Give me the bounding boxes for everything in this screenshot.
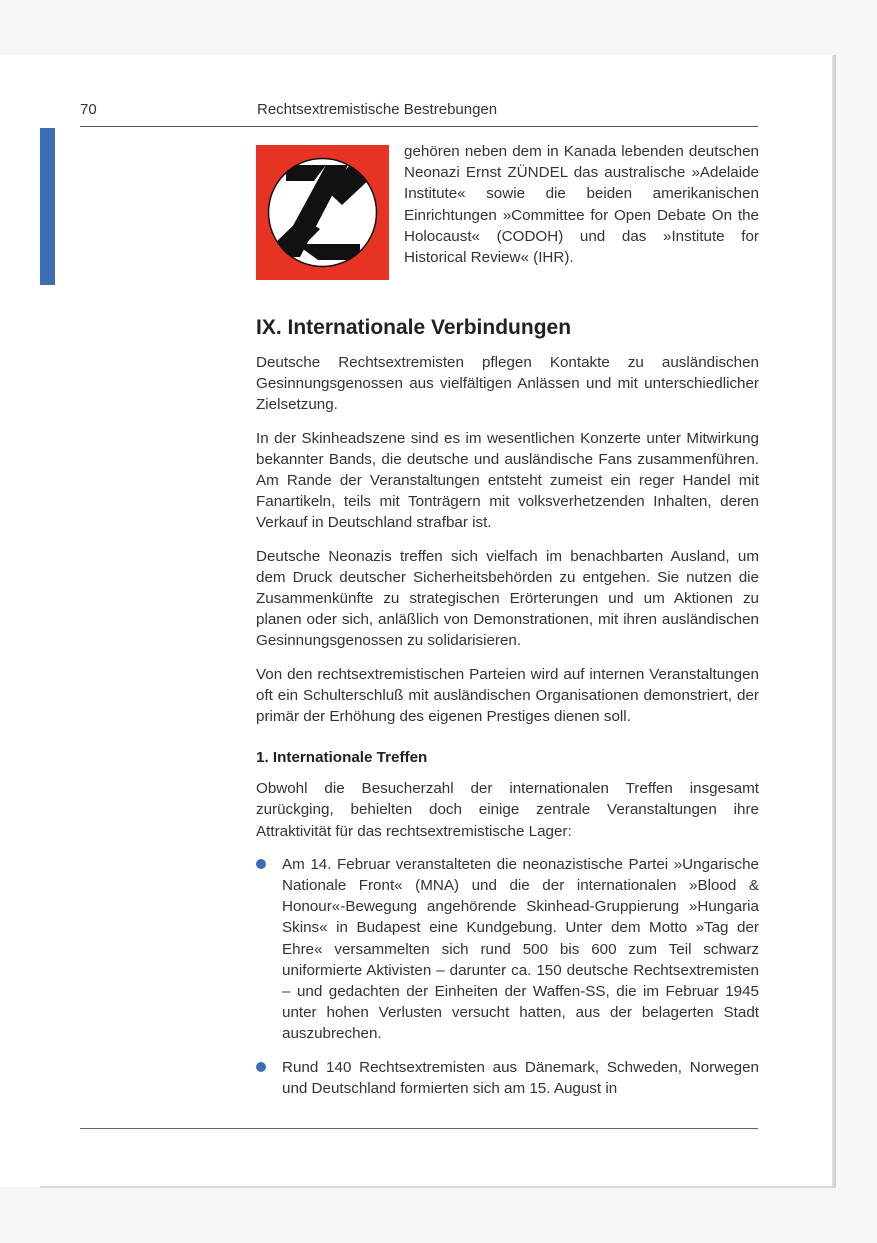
section-title: IX. Internationale Verbindungen xyxy=(256,316,572,339)
bullet-dot-icon xyxy=(256,859,266,869)
bullet-text: Am 14. Februar veranstalteten die neonazistische Partei »Ungarische Nationale Front« (MNA) und die der internationalen »Blood & Honour«-Bewegung angehörende Skinhead-Gruppierung »Hungaria Skins« in Budapest eine Kundgebung. Unter dem Motto »Tag der Ehre« versammelten sich rund 500 bis 600 zum Teil schwarz uniformierte Aktivisten – darunter ca. 150 deutsche Rechtsextremisten – und gedachten der Einheiten der Waffen-SS, die im Februar 1945 unter hohen Verlusten versucht hatten, aus der belagerten Stadt auszubrechen. xyxy=(282,855,759,1043)
main-content xyxy=(256,314,759,1111)
bullet-dot-icon xyxy=(256,1062,266,1072)
wolfsangel-emblem-icon xyxy=(256,145,389,280)
bullet-item xyxy=(256,854,759,1045)
header-divider xyxy=(80,126,758,127)
subsection-paragraph: Obwohl die Besucherzahl der internationalen Treffen insgesamt zurückging, behielten doch einige zentrale Veranstaltungen ihre Attraktivität für das rechtsextremistische Lager: xyxy=(256,780,759,840)
running-title: Rechtsextremistische Bestrebungen xyxy=(257,101,498,118)
bullet-text: Rund 140 Rechtsextremisten aus Dänemark, Schweden, Norwegen und Deutschland formierten sich am 15. August in xyxy=(282,1058,759,1097)
section-paragraph-1: Deutsche Rechtsextremisten pflegen Kontakte zu ausländischen Gesinnungsgenossen aus vielfältigen Anlässen und mit unterschiedlicher Zielsetzung. xyxy=(256,354,759,414)
page-bottom-edge xyxy=(40,1186,836,1188)
section-paragraph-2: In der Skinheadszene sind es im wesentlichen Konzerte unter Mitwirkung bekannter Bands, die deutsche und ausländische Fans zusammenführen. Am Rande der Veranstaltungen entsteht zumeist ein reger Handel mit Fanartikeln, teils mit Tonträgern mit volksverhetzenden Inhalten, deren Verkauf in Deutschland strafbar ist. xyxy=(256,429,759,532)
section-paragraph-4: Von den rechtsextremistischen Parteien wird auf internen Veranstaltungen oft ein Schulterschluß mit ausländischen Organisationen demonstriert, der primär der Erhöhung des eigenen Prestiges dienen soll. xyxy=(256,665,759,726)
subsection-title: 1. Internationale Treffen xyxy=(256,749,428,767)
section-paragraph-3: Deutsche Neonazis treffen sich vielfach im benachbarten Ausland, um dem Druck deutscher Sicherheitsbehörden zu entgehen. Sie nutzen die Zusammenkünfte zu strategischen Erörterungen und um Aktionen zu planen oder sich, anläßlich von Demonstrationen, mit ihren ausländischen Gesinnungsgenossen zu solidarisieren. xyxy=(256,547,759,650)
bullet-list xyxy=(256,854,759,1099)
page-edge-shadow xyxy=(832,55,836,1187)
bullet-item xyxy=(256,1057,759,1099)
chapter-marker-bar xyxy=(40,128,55,285)
intro-paragraph: gehören neben dem in Kanada lebenden deutschen Neonazi Ernst ZÜNDEL das australische »Adelaide Institute« sowie die beiden amerikanischen Einrichtungen »Committee for Open Debate On the Holocaust« (CODOH) und das »Institute for Historical Review« (IHR). xyxy=(404,143,759,267)
page-number: 70 xyxy=(80,101,97,118)
footer-divider xyxy=(80,1128,758,1129)
